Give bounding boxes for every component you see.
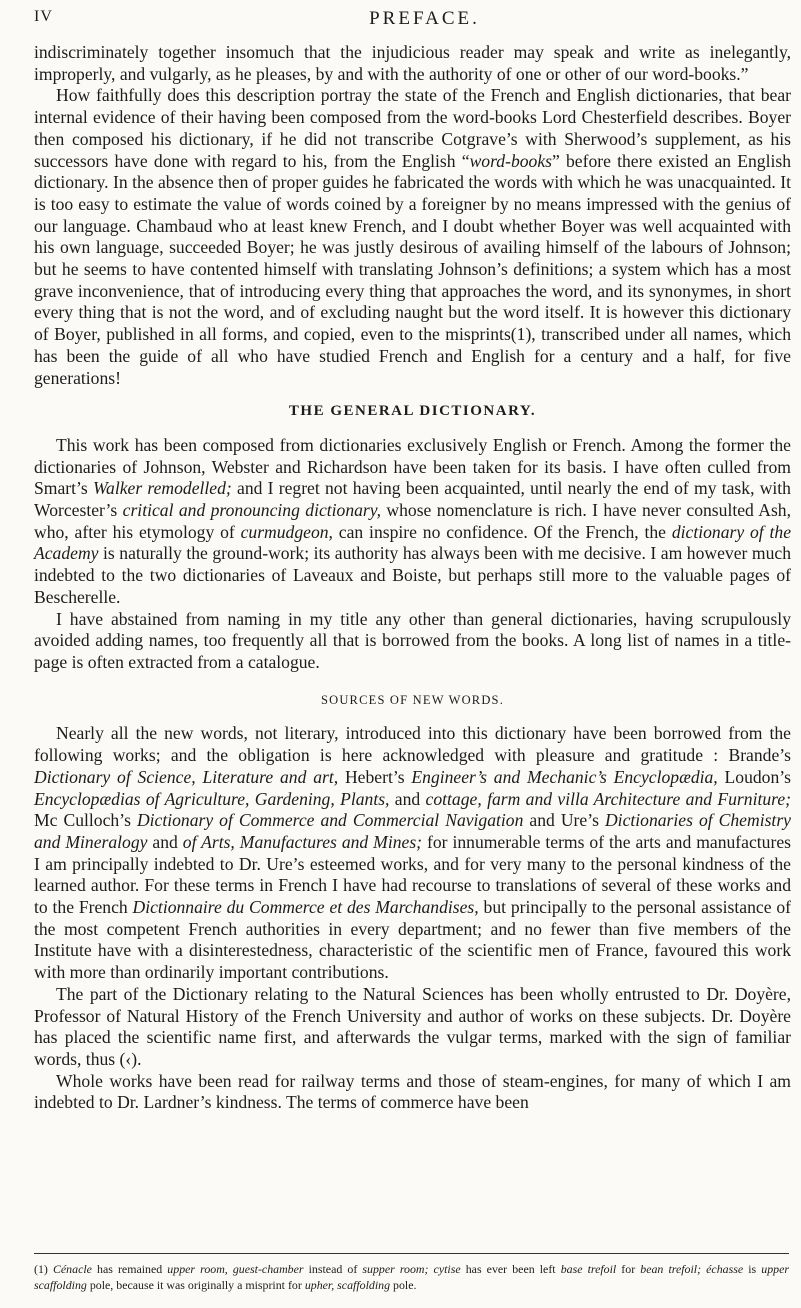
emphasis: dictionary of the Academy (34, 521, 792, 564)
running-title: PREFACE. (369, 8, 480, 29)
emphasis: Encyclopædias of Agriculture, Gardening, Plants, (34, 788, 390, 809)
paragraph-new-words: Nearly all the new words, not literary, introduced into this dictionary have been borrowed from the following works; and the obligation is here acknowledged with pleasure and gratitude : Brande’s Dictionary of Science, Literature and art, Hebert’s Engineer’s and Mechanic’s Encyclopædia, Loudon’s Encyclopædias of Agriculture, Gardening, Plants, and cottage, farm and villa Architecture and Furniture; Mc Culloch’s Dictionary of Commerce and Commercial Navigation and Ure’s Dictionaries of Chemistry and Mineralogy and of Arts, Manufactures and Mines; for innumerable terms of the arts and manufactures I am principally indebted to Dr. Ure’s esteemed works, and for very many to the personal kindness of the learned author. For these terms in French I have had recourse to translations of several of these works and to the French Dictionnaire du Commerce et des Marchandises, but principally to the personal assistance of the most competent French authorities in every department; and no fewer than five members of the Institute have with a disinterestedness, characteristic of the scientific men of France, favoured this work with more than ordinarily important contributions. (34, 723, 791, 983)
emphasis: critical and pronouncing dictionary, (122, 500, 382, 521)
paragraph-dictionaries-portrayal: How faithfully does this description portray the state of the French and English dictionaries, that bear internal evidence of their having been composed from the word-books Lord Chesterfield describes. Boyer then composed his dictionary, if he did not transcribe Cotgrave’s with Sherwood’s supplement, as his successors have done with regard to his, from the English “word-books” before there existed an English dictionary. In the absence then of proper guides he fabricated the words with which he was unacquainted. It is too easy to estimate the value of words coined by a foreigner by no means impressed with the genius of our language. Chambaud who at least knew French, and I doubt whether Boyer was well acquainted with his own language, succeeded Boyer; he was justly desirous of availing himself of the labours of Johnson; but he seems to have contented himself with translating Johnson’s definitions; a system which has a most grave inconvenience, that of introducing every thing that approaches the word, and its synonymes, in short every thing that is not the word, and of excluding naught but the word itself. It is however this dictionary of Boyer, published in all forms, and copied, even to the misprints(1), transcribed under all names, which has been the guide of all who have studied French and English for a century and a half, for five generations! (34, 85, 791, 388)
page-number: IV (34, 8, 53, 25)
emphasis: upper scaffolding (34, 1262, 789, 1292)
paragraph-natural-sciences: The part of the Dictionary relating to the Natural Sciences has been wholly entrusted to Dr. Doyère, Professor of Natural History of the French University and author of works on these subjects. Dr. Doyère has placed the scientific name first, and afterwards the vulgar terms, marked with the sign of familiar words, thus (‹). (34, 983, 791, 1069)
emphasis: Dictionnaire du Commerce et des Marchandises, (132, 897, 479, 918)
emphasis: of Arts, Manufactures and Mines; (182, 831, 423, 852)
paragraph-sources-dictionaries: This work has been composed from dictionaries exclusively English or French. Among the former the dictionaries of Johnson, Webster and Richardson have been taken for its basis. I have often culled from Smart’s Walker remodelled; and I regret not having been acquainted, until nearly the end of my task, with Worcester’s critical and pronouncing dictionary, whose nomenclature is rich. I have never consulted Ash, who, after his etymology of curmudgeon, can inspire no confidence. Of the French, the dictionary of the Academy is naturally the ground-work; its authority has always been with me decisive. I am however much indebted to the two dictionaries of Laveaux and Boiste, but perhaps still more to the valuable pages of Bescherelle. (34, 434, 792, 607)
emphasis: curmudgeon, (240, 521, 333, 542)
emphasis: Walker remodelled; (93, 478, 232, 499)
emphasis: base trefoil (560, 1262, 617, 1276)
body-text (34, 42, 791, 1114)
paragraph-railway-terms: Whole works have been read for railway terms and those of steam-engines, for many of which I am indebted to Dr. Lardner’s kindness. The terms of commerce have been (34, 1070, 791, 1113)
heading-sources-new-words: SOURCES OF NEW WORDS. (320, 692, 505, 707)
emphasis: upher, scaffolding (304, 1277, 391, 1292)
emphasis: Engineer’s and Mechanic’s Encyclopædia, (411, 766, 718, 787)
emphasis: bean trefoil; échasse (640, 1262, 744, 1276)
paragraph-continued: indiscriminately together insomuch that the injudicious reader may speak and write as inelegantly, improperly, and vulgarly, as he pleases, by and with the authority of one or other of our word-books.” (34, 42, 791, 84)
emphasis: Dictionary of Science, Literature and art, (34, 766, 339, 787)
footnote: (1) Cénacle has remained upper room, guest-chamber instead of supper room; cytise has ever been left base trefoil for bean trefoil; échasse is upper scaffolding pole, because it was originally a misprint for upher, scaffolding pole. (34, 1262, 789, 1292)
emphasis: Cénacle (52, 1262, 92, 1276)
footnote-rule (34, 1253, 789, 1254)
emphasis: cottage, farm and villa Architecture and Furniture; (425, 788, 791, 809)
heading-general-dictionary: THE GENERAL DICTIONARY. (288, 403, 537, 420)
running-head (34, 8, 791, 30)
emphasis: word-books (469, 150, 552, 171)
emphasis: upper room, guest-chamber (167, 1262, 304, 1276)
emphasis: Dictionary of Commerce and Commercial Navigation (136, 810, 524, 831)
emphasis: supper room; cytise (362, 1262, 461, 1276)
emphasis: Dictionaries of Chemistry and Mineralogy (34, 810, 791, 852)
paragraph-title-names: I have abstained from naming in my title any other than general dictionaries, having scrupulously avoided adding names, too frequently all that is borrowed from the books. A long list of names in a title-page is often extracted from a catalogue. (34, 608, 791, 672)
